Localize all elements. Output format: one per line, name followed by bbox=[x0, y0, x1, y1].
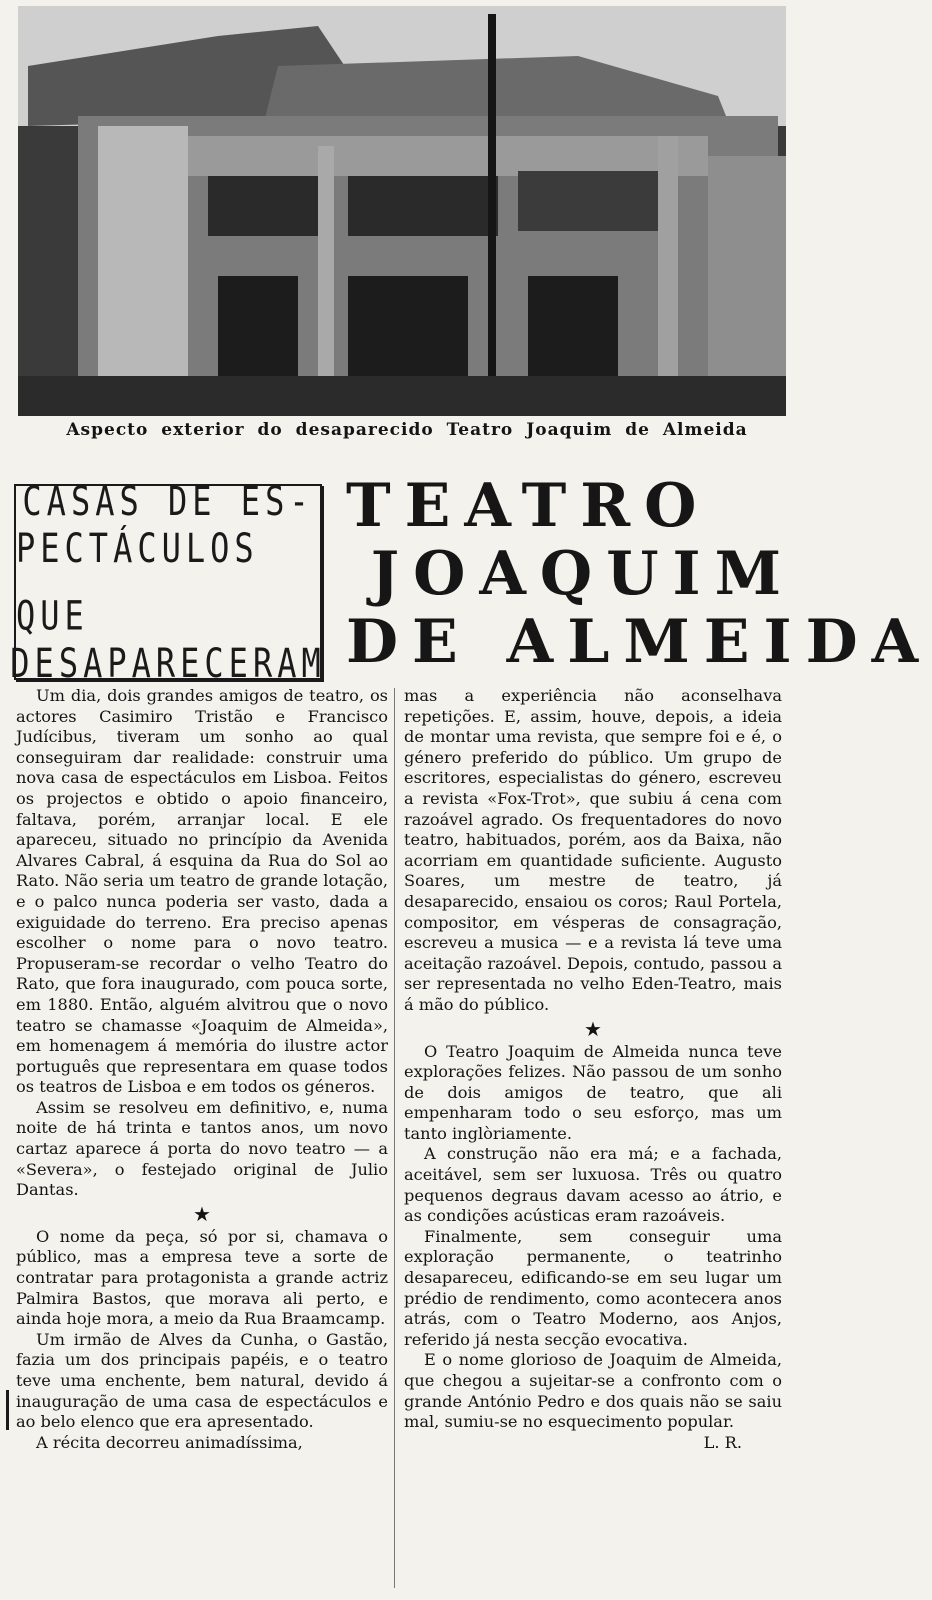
paragraph: O Teatro Joaquim de Almeida nunca teve explorações felizes. Não passou de um sonho de dois amigos de teatro, que ali empenharam todo o seu esforço, mas um tanto inglòriamente. bbox=[404, 1041, 782, 1143]
paragraph: Assim se resolveu em definitivo, e, numa noite de há trinta e tantos anos, um novo cartaz aparece á porta do novo teatro — a «Severa», o festejado original de Julio Dantas. bbox=[16, 1097, 388, 1200]
section-kicker-box bbox=[10, 477, 326, 687]
kicker-line: PECTÁCULOS QUE bbox=[16, 524, 259, 640]
article-column-right bbox=[404, 686, 782, 1453]
building-photo bbox=[18, 6, 786, 416]
article-headline bbox=[340, 470, 932, 680]
paragraph: Um irmão de Alves da Cunha, o Gastão, fazia um dos principais papéis, e o teatro teve uma enchente, bem natural, devido á inauguração de uma casa de espectáculos e ao belo elenco que era apresentado. bbox=[16, 1329, 388, 1432]
column-divider bbox=[394, 688, 395, 1588]
paragraph: Finalmente, sem conseguir uma exploração permanente, o teatrinho desapareceu, edificando-se em seu lugar um prédio de rendimento, como acontecera anos atrás, com o Teatro Moderno, aos Anjos, referido já nesta secção evocativa. bbox=[404, 1226, 782, 1349]
star-separator: ★ bbox=[193, 1201, 211, 1226]
headline-line-2: JOAQUIM bbox=[370, 539, 795, 609]
theatre-facade-image bbox=[18, 6, 786, 416]
paragraph: Um dia, dois grandes amigos de teatro, os actores Casimiro Tristão e Francisco Judícibus, tiveram um sonho ao qual conseguiram dar realidade: construir uma nova casa de espectáculos em Lisboa. Feitos os projectos e obtido o apoio financeiro, faltava, porém, arranjar local. E ele apareceu, situado no princípio da Avenida Alvares Cabral, á esquina da Rua do Sol ao Rato. Não seria um teatro de grande lotação, e o palco nunca poderia ser vasto, dada a exiguidade do terreno. Era preciso apenas escolher o nome para o novo teatro. Propuseram-se recordar o velho Teatro do Rato, que fora inaugurado, com pouca sorte, em 1880. Então, alguém alvitrou que o novo teatro se chamasse «Joaquim de Almeida», em homenagem á memória do ilustre actor português que representara em quase todos os teatros de Lisboa e em todos os géneros. bbox=[16, 686, 388, 1097]
kicker-line: CASAS DE ES- bbox=[22, 477, 314, 525]
headline-line-3: DE ALMEIDA bbox=[346, 607, 932, 677]
photo-caption: Aspecto exterior do desaparecido Teatro Joaquim de Almeida bbox=[66, 420, 748, 440]
author-signature: L. R. bbox=[703, 1432, 742, 1452]
margin-mark bbox=[6, 1390, 9, 1430]
article-column-left bbox=[16, 686, 388, 1453]
headline-line-1: TEATRO bbox=[346, 471, 711, 541]
paragraph: A construção não era má; e a fachada, aceitável, sem ser luxuosa. Três ou quatro pequenos degraus davam acesso ao átrio, e as condições acústicas eram razoáveis. bbox=[404, 1144, 782, 1226]
star-separator: ★ bbox=[584, 1016, 602, 1041]
kicker-line: DESAPARECERAM bbox=[10, 639, 326, 687]
paragraph: A récita decorreu animadíssima, bbox=[36, 1432, 303, 1452]
paragraph: E o nome glorioso de Joaquim de Almeida, que chegou a sujeitar-se a confronto com o grande António Pedro e dos quais não se saiu mal, sumiu-se no esquecimento popular. bbox=[404, 1350, 782, 1432]
paragraph: mas a experiência não aconselhava repetições. E, assim, houve, depois, a ideia de montar uma revista, que sempre foi e é, o género preferido do público. Um grupo de escritores, especialistas do género, escreveu a revista «Fox-Trot», que subiu á cena com razoável agrado. Os frequentadores do novo teatro, habituados, porém, aos da Baixa, não acorriam em quantidade suficiente. Augusto Soares, um mestre de teatro, já desaparecido, ensaiou os coros; Raul Portela, compositor, em vésperas de consagração, escreveu a musica — e a revista lá teve uma aceitação razoável. Depois, contudo, passou a ser representada no velho Eden-Teatro, mais á mão do público. bbox=[404, 686, 782, 1014]
paragraph: O nome da peça, só por si, chamava o público, mas a empresa teve a sorte de contratar para protagonista a grande actriz Palmira Bastos, que morava ali perto, e ainda hoje mora, a meio da Rua Braamcamp. bbox=[16, 1226, 388, 1329]
